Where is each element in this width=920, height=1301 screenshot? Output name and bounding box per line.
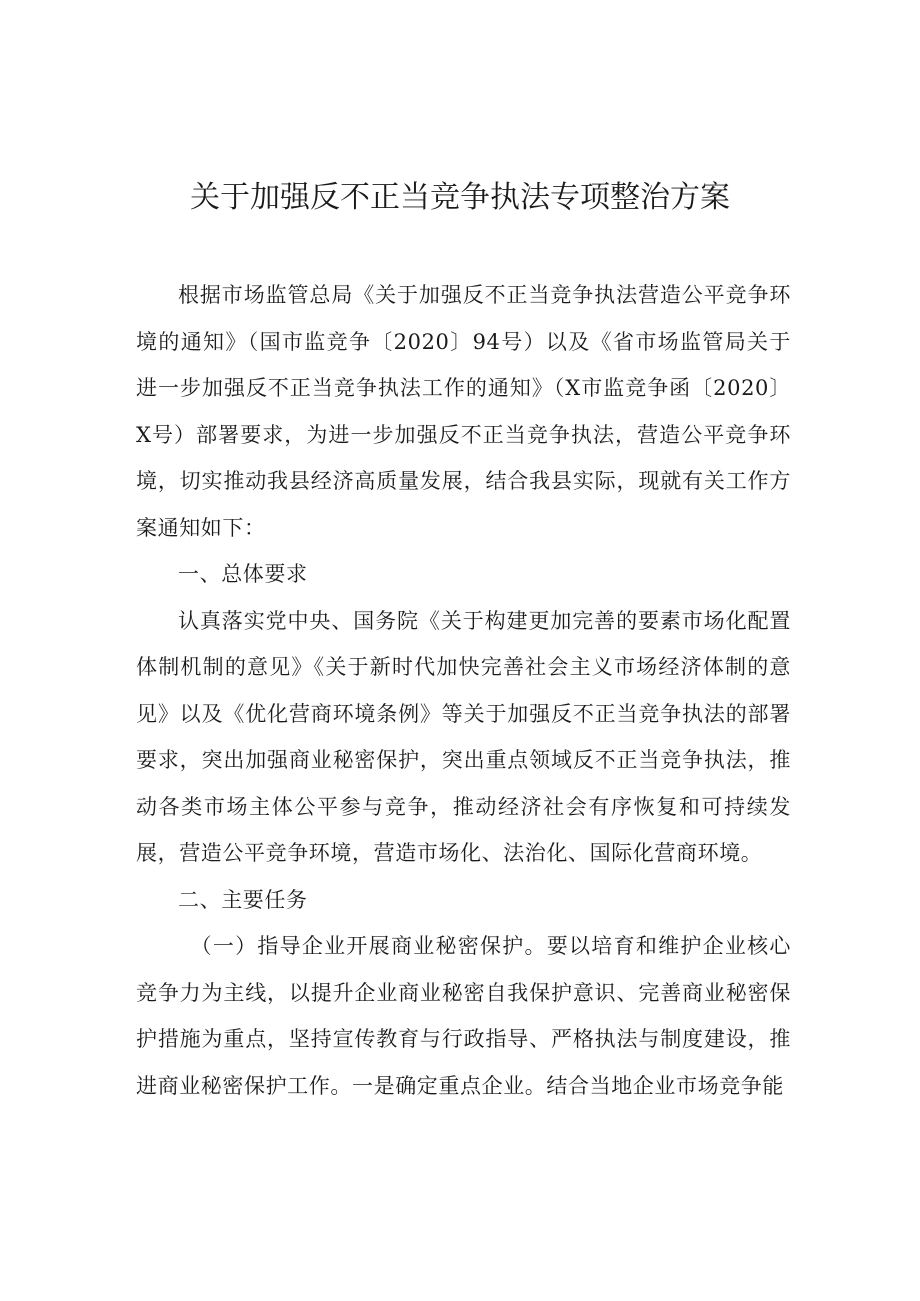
document-body: [136, 272, 791, 1109]
general-requirements-paragraph: 认真落实党中央、国务院《关于构建更加完善的要素市场化配置体制机制的意见》《关于新时代加快完善社会主义市场经济体制的意见》以及《优化营商环境条例》等关于加强反不正当竞争执法的部署要求，突出加强商业秘密保护，突出重点领域反不正当竞争执法，推动各类市场主体公平参与竞争，推动经济社会有序恢复和可持续发展，营造公平竞争环境，营造市场化、法治化、国际化营商环境。: [136, 608, 791, 865]
section-heading-main-tasks: 二、主要任务: [178, 887, 308, 912]
document-title: 关于加强反不正当竞争执法专项整治方案: [190, 180, 730, 215]
main-task-1-paragraph: （一）指导企业开展商业秘密保护。要以培育和维护企业核心竞争力为主线，以提升企业商业秘密自我保护意识、完善商业秘密保护措施为重点，坚持宣传教育与行政指导、严格执法与制度建设，推进商业秘密保护工作。一是确定重点企业。结合当地企业市场竞争能: [136, 934, 791, 1098]
section-heading-general-requirements: 一、总体要求: [178, 562, 308, 586]
intro-paragraph: 根据市场监管总局《关于加强反不正当竞争执法营造公平竞争环境的通知》（国市监竞争〔2020〕94号）以及《省市场监管局关于进一步加强反不正当竞争执法工作的通知》（X市监竞争函〔2020〕X号）部署要求，为进一步加强反不正当竞争执法，营造公平竞争环境，切实推动我县经济高质量发展，结合我县实际，现就有关工作方案通知如下：: [136, 283, 791, 540]
